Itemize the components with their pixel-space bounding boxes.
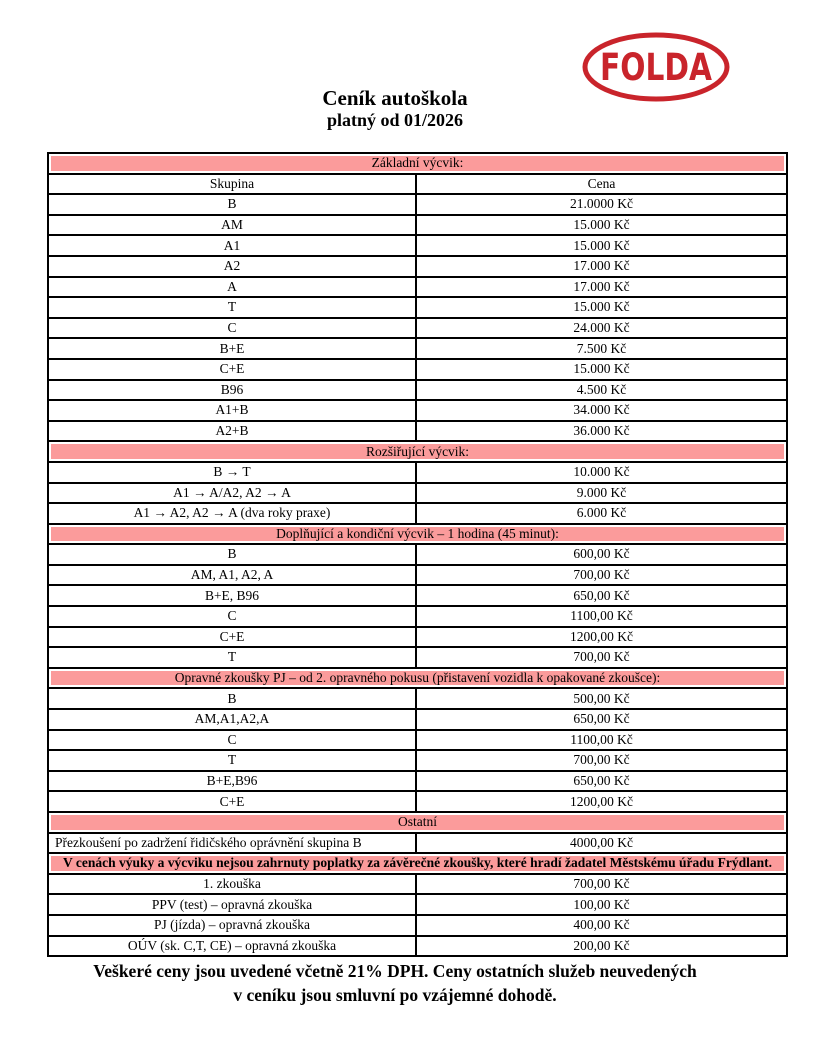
table-row — [48, 380, 787, 401]
table-row — [48, 421, 787, 442]
table-row — [48, 606, 787, 627]
price-cell: 36.000 Kč — [416, 421, 787, 442]
table-row — [48, 256, 787, 277]
table-row — [48, 874, 787, 895]
group-cell: B+E, B96 — [48, 585, 416, 606]
group-cell: C+E — [48, 791, 416, 812]
logo-text: FOLDA — [600, 46, 713, 89]
table-row — [48, 585, 787, 606]
page-title: Ceník autoškola — [322, 86, 468, 110]
group-cell: B → T — [48, 462, 416, 483]
group-cell: C+E — [48, 359, 416, 380]
price-cell: 15.000 Kč — [416, 359, 787, 380]
group-cell: OÚV (sk. C,T, CE) – opravná zkouška — [48, 936, 416, 957]
price-cell: 400,00 Kč — [416, 915, 787, 936]
table-row — [48, 853, 787, 874]
price-cell: 650,00 Kč — [416, 709, 787, 730]
price-cell: 1200,00 Kč — [416, 627, 787, 648]
column-header-skupina: Skupina — [48, 174, 416, 195]
fees-note-cell: V cenách výuky a výcviku nejsou zahrnuty poplatky za závěrečné zkoušky, které hradí žadatel Městskému úřadu Frýdlant. — [48, 853, 787, 874]
group-cell: A1 → A/A2, A2 → A — [48, 483, 416, 504]
group-cell: T — [48, 297, 416, 318]
table-row — [48, 544, 787, 565]
section-header-cell: Ostatní — [48, 812, 787, 833]
price-cell: 10.000 Kč — [416, 462, 787, 483]
group-cell: B+E,B96 — [48, 771, 416, 792]
group-cell: B — [48, 688, 416, 709]
price-cell: 7.500 Kč — [416, 338, 787, 359]
group-cell: A2+B — [48, 421, 416, 442]
price-cell: 17.000 Kč — [416, 277, 787, 298]
table-row — [48, 791, 787, 812]
table-row — [48, 833, 787, 854]
price-cell: 700,00 Kč — [416, 565, 787, 586]
footer-line-2: v ceníku jsou smluvní po vzájemné dohodě. — [233, 984, 557, 1005]
price-cell: 15.000 Kč — [416, 235, 787, 256]
validity-date: platný od 01/2026 — [326, 110, 464, 131]
group-cell: C — [48, 730, 416, 751]
price-table-body — [48, 153, 787, 956]
price-cell: 650,00 Kč — [416, 771, 787, 792]
price-table — [47, 152, 788, 957]
price-cell: 700,00 Kč — [416, 874, 787, 895]
table-row — [48, 153, 787, 174]
table-row — [48, 894, 787, 915]
column-header-cena: Cena — [416, 174, 787, 195]
table-row — [48, 812, 787, 833]
table-row — [48, 359, 787, 380]
group-cell: AM,A1,A2,A — [48, 709, 416, 730]
table-row — [48, 483, 787, 504]
table-row — [48, 503, 787, 524]
group-cell: A — [48, 277, 416, 298]
price-cell: 500,00 Kč — [416, 688, 787, 709]
table-row — [48, 565, 787, 586]
table-row — [48, 730, 787, 751]
table-row — [48, 709, 787, 730]
table-row — [48, 647, 787, 668]
footer-line-1: Veškeré ceny jsou uvedené včetně 21% DPH. Ceny ostatních služeb neuvedených — [93, 961, 697, 981]
group-cell: PPV (test) – opravná zkouška — [48, 894, 416, 915]
price-cell: 1200,00 Kč — [416, 791, 787, 812]
table-row — [48, 668, 787, 689]
group-cell: T — [48, 750, 416, 771]
group-cell: PJ (jízda) – opravná zkouška — [48, 915, 416, 936]
table-row — [48, 215, 787, 236]
group-cell: C — [48, 318, 416, 339]
table-row — [48, 771, 787, 792]
group-cell: C — [48, 606, 416, 627]
group-cell: Přezkoušení po zadržení řidičského oprávnění skupina B — [48, 833, 416, 854]
price-cell: 6.000 Kč — [416, 503, 787, 524]
table-row — [48, 627, 787, 648]
group-cell: A1 → A2, A2 → A (dva roky praxe) — [48, 503, 416, 524]
price-cell: 24.000 Kč — [416, 318, 787, 339]
group-cell: B96 — [48, 380, 416, 401]
price-cell: 21.0000 Kč — [416, 194, 787, 215]
table-row — [48, 400, 787, 421]
table-row — [48, 297, 787, 318]
table-row — [48, 174, 787, 195]
price-cell: 700,00 Kč — [416, 750, 787, 771]
group-cell: AM — [48, 215, 416, 236]
table-row — [48, 915, 787, 936]
price-cell: 34.000 Kč — [416, 400, 787, 421]
table-row — [48, 524, 787, 545]
section-header-cell: Doplňující a kondiční výcvik – 1 hodina (45 minut): — [48, 524, 787, 545]
price-cell: 4000,00 Kč — [416, 833, 787, 854]
price-cell: 1100,00 Kč — [416, 606, 787, 627]
group-cell: A2 — [48, 256, 416, 277]
price-cell: 15.000 Kč — [416, 297, 787, 318]
price-cell: 100,00 Kč — [416, 894, 787, 915]
price-cell: 1100,00 Kč — [416, 730, 787, 751]
section-header-cell: Rozšiřující výcvik: — [48, 441, 787, 462]
price-cell: 600,00 Kč — [416, 544, 787, 565]
table-row — [48, 277, 787, 298]
group-cell: 1. zkouška — [48, 874, 416, 895]
price-cell: 200,00 Kč — [416, 936, 787, 957]
table-row — [48, 235, 787, 256]
table-row — [48, 688, 787, 709]
table-row — [48, 318, 787, 339]
group-cell: B+E — [48, 338, 416, 359]
group-cell: AM, A1, A2, A — [48, 565, 416, 586]
section-header-cell: Opravné zkoušky PJ – od 2. opravného pokusu (přistavení vozidla k opakované zkoušce): — [48, 668, 787, 689]
section-header-cell: Základní výcvik: — [48, 153, 787, 174]
title-block — [0, 86, 790, 132]
group-cell: A1 — [48, 235, 416, 256]
table-row — [48, 338, 787, 359]
table-row — [48, 936, 787, 957]
group-cell: B — [48, 544, 416, 565]
table-row — [48, 194, 787, 215]
footer-note — [0, 960, 790, 1007]
price-cell: 9.000 Kč — [416, 483, 787, 504]
table-row — [48, 462, 787, 483]
table-row — [48, 750, 787, 771]
table-row — [48, 441, 787, 462]
price-cell: 700,00 Kč — [416, 647, 787, 668]
price-cell: 15.000 Kč — [416, 215, 787, 236]
price-cell: 17.000 Kč — [416, 256, 787, 277]
group-cell: C+E — [48, 627, 416, 648]
group-cell: T — [48, 647, 416, 668]
group-cell: A1+B — [48, 400, 416, 421]
price-cell: 650,00 Kč — [416, 585, 787, 606]
price-cell: 4.500 Kč — [416, 380, 787, 401]
group-cell: B — [48, 194, 416, 215]
